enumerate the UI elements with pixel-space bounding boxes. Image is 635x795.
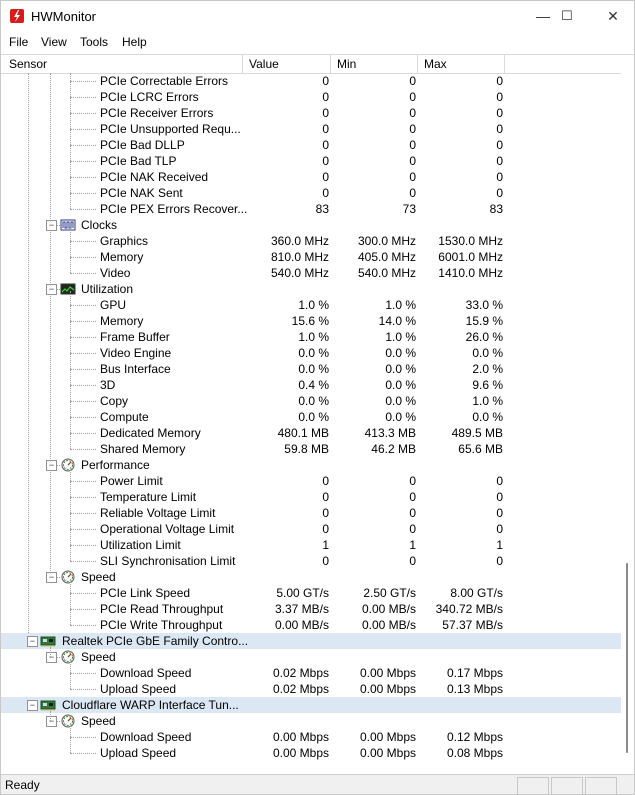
sensor-label: Utilization Limit xyxy=(100,538,181,552)
sensor-label: PCIe Correctable Errors xyxy=(100,74,229,88)
sensor-value: 0 xyxy=(322,490,329,504)
collapse-toggle[interactable]: − xyxy=(46,716,57,727)
sensor-value: 0.0 % xyxy=(298,362,329,376)
sensor-label: PCIe PEX Errors Recover... xyxy=(100,202,248,216)
column-sensor[interactable]: Sensor xyxy=(9,57,48,71)
sensor-max: 0 xyxy=(496,106,503,120)
sensor-min: 0.00 Mbps xyxy=(359,682,416,696)
menu-view[interactable]: View xyxy=(41,35,67,49)
sensor-row[interactable] xyxy=(1,265,621,281)
sensor-min: 46.2 MB xyxy=(371,442,416,456)
column-value[interactable]: Value xyxy=(249,57,279,71)
sensor-row[interactable] xyxy=(1,729,621,745)
sensor-max: 0 xyxy=(496,554,503,568)
menu-file[interactable]: File xyxy=(9,35,29,49)
sensor-value: 1.0 % xyxy=(298,330,329,344)
sensor-label: Memory xyxy=(100,250,144,264)
sensor-row[interactable] xyxy=(1,489,621,505)
collapse-toggle[interactable]: − xyxy=(46,652,57,663)
sensor-max: 0 xyxy=(496,522,503,536)
sensor-min: 0.00 Mbps xyxy=(359,666,416,680)
sensor-max: 2.0 % xyxy=(472,362,503,376)
status-text: Ready xyxy=(5,778,40,792)
sensor-row[interactable] xyxy=(1,249,621,265)
sensor-label: PCIe Bad TLP xyxy=(100,154,177,168)
sensor-max: 0 xyxy=(496,122,503,136)
sensor-value: 0 xyxy=(322,106,329,120)
scrollbar-thumb[interactable] xyxy=(626,563,628,753)
column-max[interactable]: Max xyxy=(424,57,447,71)
group-label: Speed xyxy=(81,570,116,584)
menu-bar xyxy=(1,32,634,53)
sensor-row[interactable] xyxy=(1,73,621,89)
sensor-max: 6001.0 MHz xyxy=(438,250,503,264)
sensor-label: Power Limit xyxy=(100,474,163,488)
sensor-value: 0.00 Mbps xyxy=(272,746,329,760)
sensor-min: 405.0 MHz xyxy=(357,250,416,264)
sensor-row[interactable] xyxy=(1,473,621,489)
sensor-value: 3.37 MB/s xyxy=(274,602,329,616)
sensor-row[interactable] xyxy=(1,745,621,761)
sensor-min: 0 xyxy=(409,122,416,136)
sensor-row[interactable] xyxy=(1,553,621,569)
status-bar xyxy=(1,774,634,795)
sensor-row[interactable] xyxy=(1,393,621,409)
gauge-icon xyxy=(60,570,76,584)
gauge-icon xyxy=(60,714,76,728)
sensor-value: 5.00 GT/s xyxy=(276,586,329,600)
sensor-max: 83 xyxy=(489,202,503,216)
sensor-max: 0.17 Mbps xyxy=(446,666,503,680)
collapse-toggle[interactable]: − xyxy=(27,700,38,711)
sensor-value: 0.0 % xyxy=(298,410,329,424)
sensor-max: 0.0 % xyxy=(472,410,503,424)
sensor-value: 0.02 Mbps xyxy=(272,682,329,696)
sensor-max: 0 xyxy=(496,490,503,504)
sensor-min: 0 xyxy=(409,522,416,536)
sensor-min: 0 xyxy=(409,170,416,184)
sensor-min: 0.00 Mbps xyxy=(359,730,416,744)
sensor-min: 0 xyxy=(409,554,416,568)
sensor-label: Reliable Voltage Limit xyxy=(100,506,216,520)
sensor-label: Graphics xyxy=(100,234,149,248)
sensor-min: 0 xyxy=(409,186,416,200)
sensor-max: 0 xyxy=(496,90,503,104)
vertical-scrollbar[interactable] xyxy=(621,73,634,773)
sensor-row[interactable] xyxy=(1,137,621,153)
network-card-icon xyxy=(40,634,56,648)
sensor-max: 0 xyxy=(496,170,503,184)
sensor-value: 0.00 Mbps xyxy=(272,730,329,744)
sensor-value: 1.0 % xyxy=(298,298,329,312)
sensor-max: 0 xyxy=(496,138,503,152)
sensor-row[interactable] xyxy=(1,521,621,537)
sensor-row[interactable] xyxy=(1,297,621,313)
sensor-label: Upload Speed xyxy=(100,746,177,760)
sensor-label: SLI Synchronisation Limit xyxy=(100,554,236,568)
group-row[interactable] xyxy=(1,281,621,297)
network-card-icon xyxy=(40,698,56,712)
sensor-min: 0.00 MB/s xyxy=(361,602,416,616)
sensor-value: 0 xyxy=(322,138,329,152)
minimize-button[interactable]: — xyxy=(536,8,550,24)
sensor-min: 14.0 % xyxy=(378,314,416,328)
sensor-label: Compute xyxy=(100,410,149,424)
sensor-min: 0 xyxy=(409,138,416,152)
sensor-label: Copy xyxy=(100,394,129,408)
sensor-max: 26.0 % xyxy=(465,330,503,344)
sensor-label: Frame Buffer xyxy=(100,330,170,344)
sensor-value: 0 xyxy=(322,170,329,184)
sensor-row[interactable] xyxy=(1,617,621,633)
sensor-max: 1.0 % xyxy=(472,394,503,408)
sensor-label: PCIe Bad DLLP xyxy=(100,138,185,152)
group-label: Speed xyxy=(81,714,116,728)
sensor-max: 57.37 MB/s xyxy=(442,618,503,632)
sensor-min: 0 xyxy=(409,154,416,168)
sensor-min: 1.0 % xyxy=(385,330,416,344)
sensor-row[interactable] xyxy=(1,441,621,457)
device-row[interactable] xyxy=(1,633,621,649)
app-icon xyxy=(10,9,24,23)
sensor-max: 9.6 % xyxy=(472,378,503,392)
sensor-min: 0 xyxy=(409,490,416,504)
sensor-label: PCIe Read Throughput xyxy=(100,602,224,616)
sensor-max: 33.0 % xyxy=(465,298,503,312)
sensor-tree[interactable] xyxy=(1,73,621,773)
sensor-max: 1 xyxy=(496,538,503,552)
sensor-value: 59.8 MB xyxy=(284,442,329,456)
sensor-min: 0.00 Mbps xyxy=(359,746,416,760)
collapse-toggle[interactable]: − xyxy=(27,636,38,647)
window-title: HWMonitor xyxy=(31,9,97,24)
sensor-min: 540.0 MHz xyxy=(357,266,416,280)
sensor-max: 0.13 Mbps xyxy=(446,682,503,696)
sensor-row[interactable] xyxy=(1,601,621,617)
sensor-value: 0 xyxy=(322,474,329,488)
collapse-toggle[interactable]: − xyxy=(46,460,57,471)
collapse-toggle[interactable]: − xyxy=(46,572,57,583)
sensor-row[interactable] xyxy=(1,89,621,105)
sensor-max: 8.00 GT/s xyxy=(450,586,503,600)
sensor-label: PCIe Unsupported Requ... xyxy=(100,122,241,136)
sensor-max: 340.72 MB/s xyxy=(435,602,503,616)
sensor-label: Video xyxy=(100,266,131,280)
sensor-label: Dedicated Memory xyxy=(100,426,201,440)
sensor-row[interactable] xyxy=(1,313,621,329)
group-row[interactable] xyxy=(1,217,621,233)
status-panel xyxy=(517,777,549,795)
sensor-max: 1530.0 MHz xyxy=(438,234,503,248)
sensor-row[interactable] xyxy=(1,505,621,521)
sensor-value: 0 xyxy=(322,506,329,520)
sensor-row[interactable] xyxy=(1,169,621,185)
sensor-min: 413.3 MB xyxy=(364,426,416,440)
sensor-row[interactable] xyxy=(1,361,621,377)
sensor-value: 0 xyxy=(322,554,329,568)
sensor-value: 0.02 Mbps xyxy=(272,666,329,680)
maximize-button[interactable]: ☐ xyxy=(561,8,573,23)
sensor-max: 0 xyxy=(496,154,503,168)
sensor-value: 0 xyxy=(322,90,329,104)
sensor-label: Video Engine xyxy=(100,346,172,360)
sensor-label: Bus Interface xyxy=(100,362,171,376)
sensor-label: Operational Voltage Limit xyxy=(100,522,235,536)
collapse-toggle[interactable]: − xyxy=(46,220,57,231)
sensor-min: 1.0 % xyxy=(385,298,416,312)
sensor-label: Download Speed xyxy=(100,666,192,680)
collapse-toggle[interactable]: − xyxy=(46,284,57,295)
sensor-min: 0.00 MB/s xyxy=(361,618,416,632)
sensor-min: 0.0 % xyxy=(385,362,416,376)
sensor-value: 0 xyxy=(322,154,329,168)
sensor-max: 0 xyxy=(496,506,503,520)
sensor-label: Shared Memory xyxy=(100,442,186,456)
sensor-min: 73 xyxy=(402,202,416,216)
sensor-label: PCIe Write Throughput xyxy=(100,618,223,632)
sensor-value: 0 xyxy=(322,122,329,136)
sensor-min: 2.50 GT/s xyxy=(363,586,416,600)
menu-tools[interactable]: Tools xyxy=(80,35,109,49)
sensor-min: 0 xyxy=(409,106,416,120)
sensor-value: 0.4 % xyxy=(298,378,329,392)
sensor-row[interactable] xyxy=(1,585,621,601)
sensor-label: Temperature Limit xyxy=(100,490,197,504)
sensor-min: 300.0 MHz xyxy=(357,234,416,248)
sensor-max: 65.6 MB xyxy=(458,442,503,456)
sensor-value: 810.0 MHz xyxy=(270,250,329,264)
sensor-row[interactable] xyxy=(1,105,621,121)
menu-help[interactable]: Help xyxy=(122,35,147,49)
sensor-value: 480.1 MB xyxy=(277,426,329,440)
sensor-row[interactable] xyxy=(1,377,621,393)
device-label: Realtek PCIe GbE Family Contro... xyxy=(62,634,249,648)
group-label: Performance xyxy=(81,458,150,472)
clocks-icon xyxy=(60,218,76,232)
sensor-value: 540.0 MHz xyxy=(270,266,329,280)
sensor-min: 1 xyxy=(409,538,416,552)
sensor-label: Upload Speed xyxy=(100,682,177,696)
device-label: Cloudflare WARP Interface Tun... xyxy=(62,698,239,712)
sensor-min: 0.0 % xyxy=(385,410,416,424)
sensor-value: 0 xyxy=(322,186,329,200)
sensor-row[interactable] xyxy=(1,233,621,249)
device-row[interactable] xyxy=(1,697,621,713)
group-row[interactable] xyxy=(1,457,621,473)
sensor-max: 1410.0 MHz xyxy=(438,266,503,280)
sensor-label: PCIe LCRC Errors xyxy=(100,90,199,104)
sensor-row[interactable] xyxy=(1,329,621,345)
close-button[interactable]: ✕ xyxy=(607,8,619,24)
sensor-label: PCIe Receiver Errors xyxy=(100,106,214,120)
sensor-value: 360.0 MHz xyxy=(270,234,329,248)
group-row[interactable] xyxy=(1,569,621,585)
sensor-row[interactable] xyxy=(1,121,621,137)
sensor-max: 0 xyxy=(496,186,503,200)
sensor-value: 0 xyxy=(322,74,329,88)
sensor-row[interactable] xyxy=(1,681,621,697)
column-min[interactable]: Min xyxy=(337,57,357,71)
sensor-label: PCIe NAK Received xyxy=(100,170,209,184)
sensor-max: 0 xyxy=(496,74,503,88)
sensor-max: 0.12 Mbps xyxy=(446,730,503,744)
sensor-label: 3D xyxy=(100,378,116,392)
sensor-label: PCIe NAK Sent xyxy=(100,186,183,200)
status-panel xyxy=(585,777,617,795)
sensor-row[interactable] xyxy=(1,345,621,361)
title-bar[interactable] xyxy=(1,1,634,32)
sensor-label: Memory xyxy=(100,314,144,328)
sensor-max: 0.08 Mbps xyxy=(446,746,503,760)
sensor-row[interactable] xyxy=(1,425,621,441)
sensor-label: PCIe Link Speed xyxy=(100,586,191,600)
sensor-row[interactable] xyxy=(1,201,621,217)
sensor-min: 0.0 % xyxy=(385,394,416,408)
group-label: Speed xyxy=(81,650,116,664)
sensor-row[interactable] xyxy=(1,409,621,425)
group-row[interactable] xyxy=(1,649,621,665)
group-label: Utilization xyxy=(81,282,134,296)
gauge-icon xyxy=(60,650,76,664)
group-row[interactable] xyxy=(1,713,621,729)
sensor-value: 0.0 % xyxy=(298,394,329,408)
sensor-label: Download Speed xyxy=(100,730,192,744)
sensor-row[interactable] xyxy=(1,665,621,681)
group-label: Clocks xyxy=(81,218,118,232)
sensor-value: 0 xyxy=(322,522,329,536)
sensor-row[interactable] xyxy=(1,537,621,553)
sensor-value: 1 xyxy=(322,538,329,552)
sensor-min: 0 xyxy=(409,90,416,104)
sensor-row[interactable] xyxy=(1,153,621,169)
sensor-value: 15.6 % xyxy=(291,314,329,328)
sensor-min: 0 xyxy=(409,506,416,520)
column-header xyxy=(1,54,634,74)
sensor-max: 15.9 % xyxy=(465,314,503,328)
sensor-min: 0 xyxy=(409,474,416,488)
sensor-value: 0.00 MB/s xyxy=(274,618,329,632)
sensor-value: 83 xyxy=(315,202,329,216)
sensor-min: 0.0 % xyxy=(385,378,416,392)
sensor-row[interactable] xyxy=(1,185,621,201)
sensor-min: 0.0 % xyxy=(385,346,416,360)
sensor-value: 0.0 % xyxy=(298,346,329,360)
sensor-min: 0 xyxy=(409,74,416,88)
gauge-icon xyxy=(60,458,76,472)
sensor-max: 0 xyxy=(496,474,503,488)
sensor-max: 489.5 MB xyxy=(451,426,503,440)
sensor-max: 0.0 % xyxy=(472,346,503,360)
status-panel xyxy=(551,777,583,795)
utilization-icon xyxy=(60,282,76,296)
sensor-label: GPU xyxy=(100,298,127,312)
